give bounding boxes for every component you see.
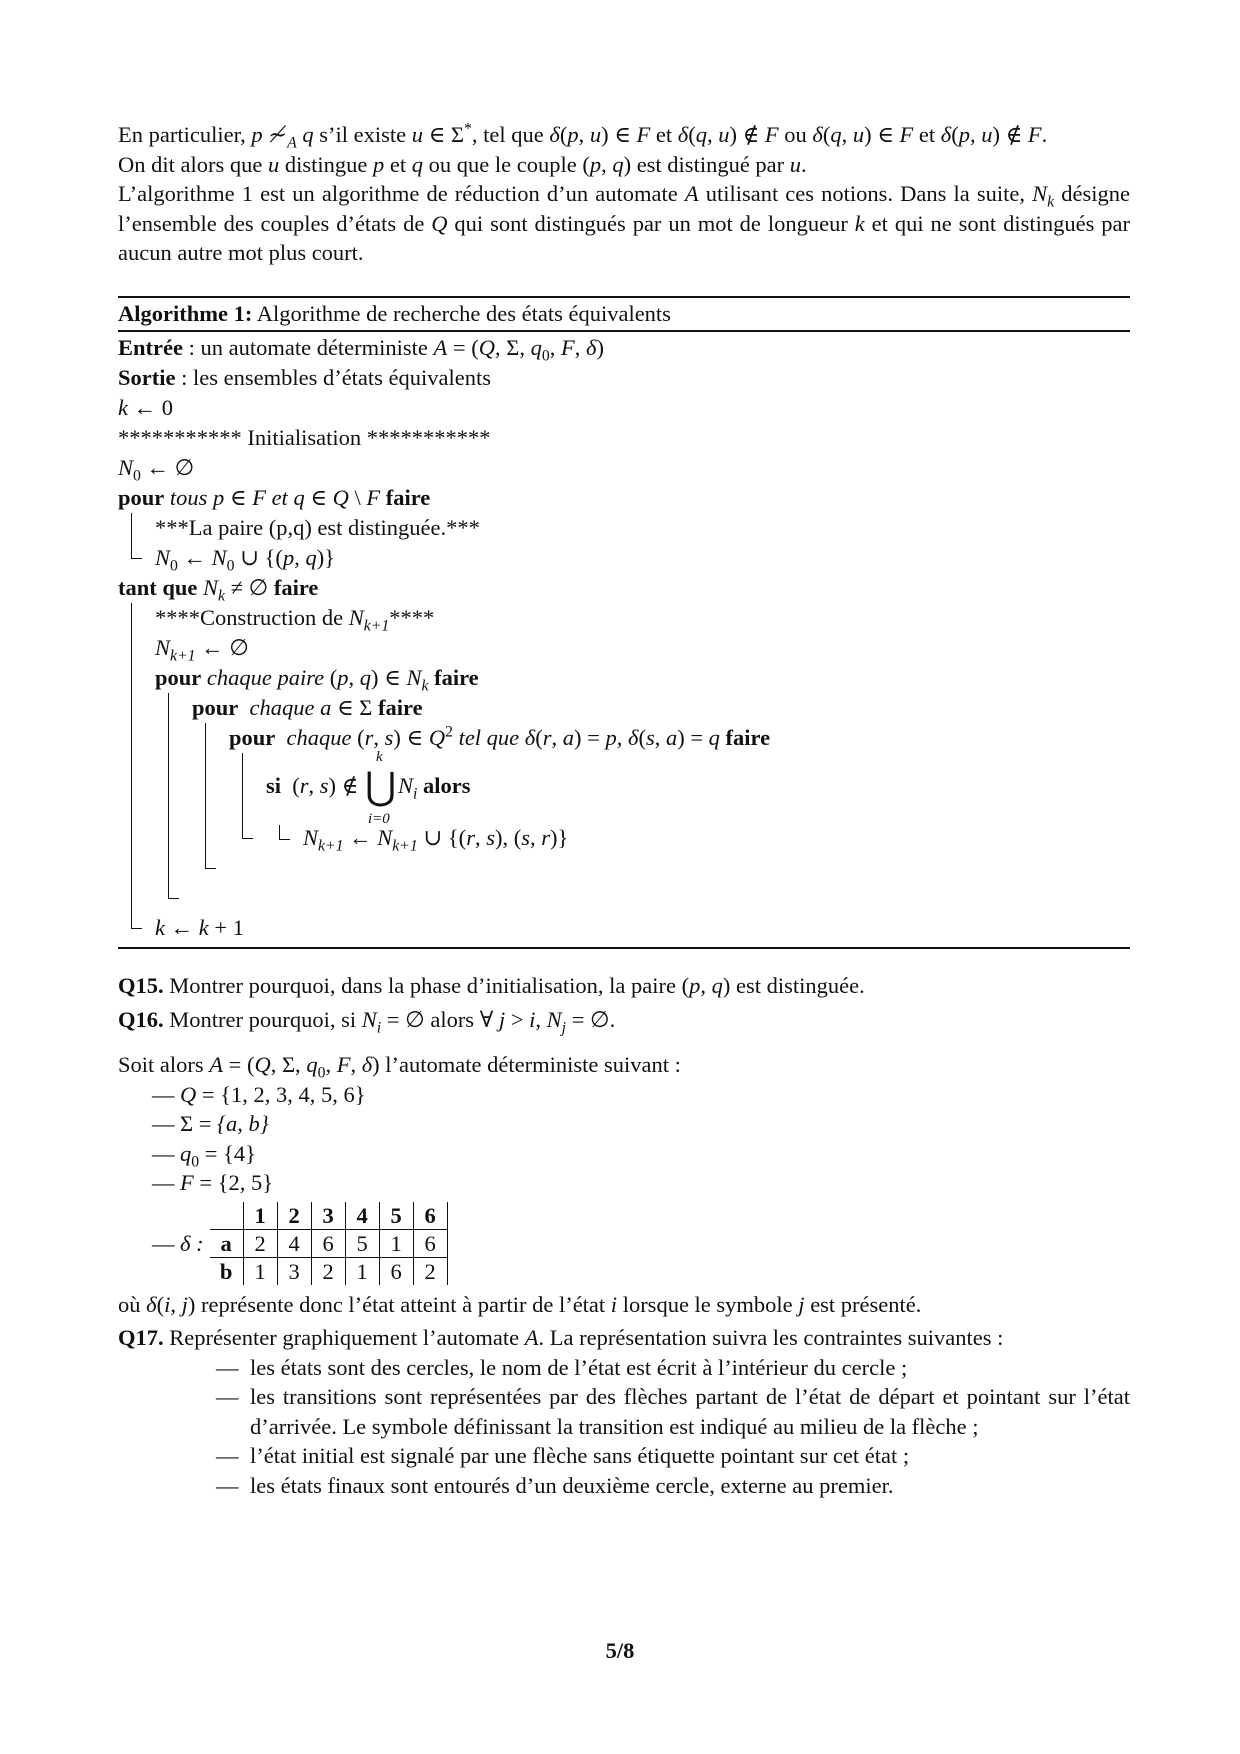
list-item — [216, 1382, 1130, 1441]
delta-label: δ : — [180, 1230, 204, 1256]
item-delta — [118, 1198, 1130, 1290]
for-symbol-block: pour chaque (r, s) ∈ $Q^2$ tel que δ(r, a) = p, δ(s, a) = q faire si (r, s) ∉ k ⋃ i=0 $N_i$ alors $N_{k+1}$ ← $N_{k+1}$ ∪ {(r, s), (s, r)} — [192, 723, 1130, 883]
delta-cell: 5 — [345, 1230, 379, 1258]
item-q0: — $q_0 = \{4\}$ — [152, 1140, 256, 1170]
text: , tel que — [471, 122, 550, 147]
state-header: 3 — [311, 1202, 345, 1230]
delta-cell: 2 — [311, 1258, 345, 1286]
text: alors — [424, 1006, 480, 1032]
delta-cell: 6 — [379, 1258, 413, 1286]
list-item — [216, 1353, 1130, 1383]
list-item — [216, 1471, 1130, 1501]
q17-constraints-list — [118, 1353, 1130, 1501]
delta-row-b — [210, 1258, 448, 1286]
question-q15: Q15. Montrer pourquoi, dans la phase d’initialisation, la paire (p, q) est distinguée. — [118, 973, 865, 998]
algorithm-body: Entrée : un automate déterministe A = (Q, Σ, $q_0$, F, δ) Sortie : les ensembles d’états équivalents k ← 0 *********** Initialisation *********** $N_0$ ← ∅ pour tous p ∈ F et q ∈ Q \ F faire ***La paire (p,q) est distinguée.*** $N_0$ ← $N_0$ ∪ {(p, q)} tant que $N_k$ ≠ ∅ faire ****Construction de $N_{k+1}****$ $N_{k+1}$ ← ∅ pour chaque paire (p, q) ∈ $N_k$ faire pour chaque a ∈ Σ faire pour chaque (r, s) ∈ $Q^2$ tel que δ(r, a) = p, δ(s, a) = q faire si (r, s) ∉ k ⋃ i=0 $N_i$ alors $N_{k+1}$ ← $N_{k+1}$ ∪ {(r, s), (s, r)} k ← k + 1 — [118, 332, 1130, 947]
keyword: faire — [378, 695, 423, 720]
delta-explanation: où δ(i, j) représente donc l’état atteint à partir de l’état i lorsque le symbole j est présenté. — [118, 1291, 922, 1317]
text: est distingué par — [631, 151, 790, 177]
text: tel que — [452, 725, 525, 750]
for-pair-block: pour chaque a ∈ Σ faire pour chaque (r, s) ∈ $Q^2$ tel que δ(r, a) = p, δ(s, a) = q faire si (r, s) ∉ k ⋃ i=0 $N_i$ alors $N_{k+1}$ ← $N_{k+1}$ ∪ {(r, s), (s, r)} — [155, 693, 1130, 913]
delta-row-a — [210, 1230, 448, 1258]
text: : les ensembles d’états équivalents — [175, 365, 492, 390]
text: s’il existe — [313, 122, 412, 147]
symbol-cell: a — [210, 1230, 244, 1258]
q15-label: Q15. — [118, 973, 164, 998]
text: l’automate déterministe suivant : — [379, 1052, 681, 1077]
text: désigne l’ensemble des couples d’états de — [118, 181, 1130, 236]
text: ****Construction de — [155, 605, 349, 630]
state-header: 4 — [345, 1202, 379, 1230]
text: et — [265, 485, 294, 510]
item-Q: — Q = {1, 2, 3, 4, 5, 6} — [118, 1080, 1130, 1110]
text: et qui ne sont distingués par aucun autre mot plus court. — [118, 210, 1130, 265]
page-number: 5/8 — [605, 1638, 635, 1663]
dash: — — [216, 1384, 239, 1409]
Q-set: {1, 2, 3, 4, 5, 6} — [220, 1081, 366, 1107]
Sigma-set: {a, b} — [217, 1111, 269, 1136]
dash: — — [152, 1140, 175, 1166]
text: qui sont distingués par un mot de longueur — [447, 210, 855, 236]
delta-cell: 1 — [345, 1258, 379, 1286]
text: Représenter graphiquement l’automate — [163, 1325, 525, 1350]
keyword: faire — [725, 725, 771, 750]
state-header: 6 — [413, 1202, 447, 1230]
item-Sigma: — Σ = {a, b} — [118, 1109, 1130, 1139]
keyword: pour — [229, 725, 276, 750]
question-q16: Q16. Montrer pourquoi, si $N_i$ = ∅ alors ∀ j > i, $N_j$ = ∅. — [118, 1006, 616, 1036]
text: Montrer pourquoi, si — [163, 1006, 362, 1032]
state-header: 2 — [277, 1202, 311, 1230]
text: : un automate déterministe — [182, 335, 434, 360]
intro-paragraph: En particulier, p $≁_A$ q s’il existe u ∈ Σ*, tel que δ(p, u) ∈ F et δ(q, u) ∉ F ou δ(q, u) ∈ F et δ(p, u) ∉ F. On dit alors que u distingue p et q ou que le couple (p, q) est distingué par u. L’algorithme 1 est un algorithme de réduction d’un automate A utilisant ces notions. Dans la suite, $N_k$ désigne l’ensemble des couples d’états de Q qui sont distingués par un mot de longueur k et qui ne sont distingués par aucun autre mot plus court. — [118, 120, 1130, 265]
text: utilisant ces notions. Dans la suite, — [698, 181, 1033, 206]
keyword: faire — [434, 665, 479, 690]
F-set: {2, 5} — [217, 1170, 274, 1195]
algorithm-block — [118, 296, 1130, 950]
keyword: pour — [192, 695, 239, 720]
sortie-label: Sortie — [118, 365, 176, 390]
list-item-text: les états sont des cercles, le nom de l’état est écrit à l’intérieur du cercle ; — [250, 1354, 908, 1380]
text: chaque paire — [206, 665, 330, 690]
dash: — — [152, 1081, 175, 1107]
text: Soit alors — [118, 1052, 210, 1077]
delta-table — [210, 1202, 448, 1285]
list-item — [216, 1441, 1130, 1471]
comment-distinguee: ***La paire (p,q) est distinguée.*** — [155, 515, 480, 540]
dash: — — [152, 1230, 175, 1256]
keyword: si — [266, 773, 282, 799]
delta-cell: 3 — [277, 1258, 311, 1286]
text: En particulier, — [118, 122, 252, 147]
keyword: faire — [273, 575, 319, 600]
text: et — [913, 122, 941, 147]
dash: — — [152, 1111, 175, 1136]
text: représente donc l’état atteint à partir de l’état — [195, 1291, 611, 1317]
q0-set: {4} — [223, 1140, 256, 1166]
text: et — [384, 151, 412, 177]
for-block-init: ***La paire (p,q) est distinguée.*** $N_0$ ← $N_0$ ∪ {(p, q)} — [118, 513, 1130, 573]
while-block: ****Construction de $N_{k+1}****$ $N_{k+1}$ ← ∅ pour chaque paire (p, q) ∈ $N_k$ faire pour chaque a ∈ Σ faire pour chaque (r, s) ∈ $Q^2$ tel que δ(r, a) = p, δ(s, a) = q faire si (r, s) ∉ k ⋃ i=0 $N_i$ alors $N_{k+1}$ ← $N_{k+1}$ ∪ {(r, s), (s, r)} k ← k + 1 — [118, 603, 1130, 943]
state-header: 5 — [379, 1202, 413, 1230]
text: chaque — [249, 695, 321, 720]
state-header: 1 — [243, 1202, 277, 1230]
page-content — [118, 120, 1130, 1500]
symbol-cell: b — [210, 1258, 244, 1286]
algorithm-title — [118, 298, 1130, 331]
text: est distinguée. — [730, 973, 865, 998]
dash: — — [216, 1472, 239, 1498]
delta-cell: 6 — [413, 1230, 447, 1258]
question-q17: Q17. Représenter graphiquement l’automate A. La représentation suivra les contraintes suivantes : — [118, 1325, 1004, 1350]
algorithm-label: Algorithme 1: — [118, 300, 253, 326]
delta-cell: 2 — [243, 1230, 277, 1258]
entree-label: Entrée — [118, 335, 183, 360]
text: **** — [389, 605, 435, 630]
text: . La représentation suivra les contraintes suivantes : — [538, 1325, 1004, 1350]
list-item-text: les transitions sont représentées par des flèches partant de l’état de départ et pointant sur l’état d’arrivée. Le symbole définissant la transition est indiqué au milieu de la flèche ; — [250, 1384, 1130, 1439]
keyword: tant que — [118, 575, 198, 600]
text: Montrer pourquoi, dans la phase d’initialisation, la paire — [163, 973, 682, 998]
text: est présenté. — [804, 1291, 922, 1317]
keyword: faire — [385, 485, 431, 510]
text: où — [118, 1291, 147, 1317]
delta-cell: 1 — [379, 1230, 413, 1258]
text: et — [650, 122, 678, 147]
text: lorsque le symbole — [617, 1291, 799, 1317]
list-item-text: les états finaux sont entourés d’un deuxième cercle, externe au premier. — [250, 1472, 894, 1498]
q16-label: Q16. — [118, 1006, 164, 1032]
automaton-intro: Soit alors A = (Q, Σ, $q_0$, F, δ) l’automate déterministe suivant : — [118, 1052, 681, 1082]
keyword: pour — [118, 485, 165, 510]
delta-cell: 1 — [243, 1258, 277, 1286]
for-rs-block: si (r, s) ∉ k ⋃ i=0 $N_i$ alors $N_{k+1}$ ← $N_{k+1}$ ∪ {(r, s), (s, r)} — [229, 753, 1130, 853]
keyword: alors — [422, 773, 471, 799]
text: chaque — [286, 725, 358, 750]
dash: — — [152, 1170, 175, 1195]
text: distingue — [279, 151, 373, 177]
text: ou que le couple — [422, 151, 583, 177]
item-F: — F = {2, 5} — [118, 1168, 1130, 1198]
delta-cell: 2 — [413, 1258, 447, 1286]
text: On dit alors que — [118, 151, 268, 177]
list-item-text: l’état initial est signalé par une flèche sans étiquette pointant sur cet état ; — [250, 1443, 910, 1468]
bigcup-symbol: k ⋃ i=0 — [364, 749, 397, 827]
delta-header-row — [210, 1202, 448, 1230]
init-comment: *********** Initialisation *********** — [118, 425, 491, 450]
delta-cell: 4 — [277, 1230, 311, 1258]
keyword: pour — [155, 665, 202, 690]
text: ou — [778, 122, 813, 147]
q17-label: Q17. — [118, 1325, 164, 1350]
algorithm-title-text: Algorithme de recherche des états équivalents — [252, 300, 671, 326]
text: tous — [169, 485, 214, 510]
dash: — — [216, 1354, 239, 1380]
dash: — — [216, 1443, 239, 1468]
delta-cell: 6 — [311, 1230, 345, 1258]
text: L’algorithme 1 est un algorithme de réduction d’un automate — [118, 181, 685, 206]
